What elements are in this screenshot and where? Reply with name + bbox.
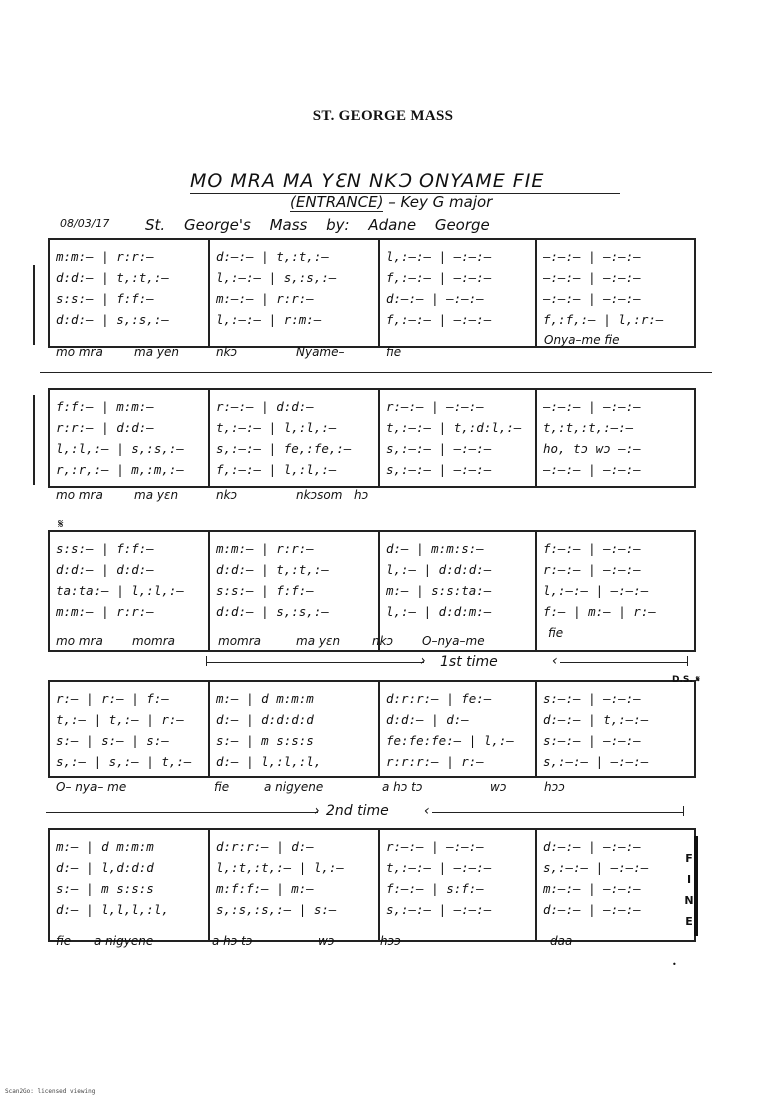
lyrics-line-1 bbox=[56, 333, 696, 363]
first-time-arrow-left bbox=[206, 662, 424, 663]
measure-cell bbox=[50, 532, 210, 650]
system-divider bbox=[40, 372, 712, 373]
alto-line: r:r:– | d:d:– bbox=[56, 420, 154, 435]
alto-line: f,:–:– | –:–:– bbox=[386, 270, 492, 285]
alto-line: t,:t,:t,:–:– bbox=[543, 420, 634, 435]
alto-line: r:–:– | –:–:– bbox=[543, 562, 641, 577]
second-time-label: 2nd time bbox=[326, 803, 389, 819]
fine-letter: E bbox=[685, 915, 693, 928]
measure-cell bbox=[210, 240, 380, 346]
tenor-line: –:–:– | –:–:– bbox=[543, 291, 641, 306]
tenor-line: s,:–:– | –:–:– bbox=[386, 441, 492, 456]
lyric-word: momra bbox=[132, 634, 176, 648]
alto-line: s,:–:– | –:–:– bbox=[543, 860, 649, 875]
second-time-arrowhead: ‹ bbox=[424, 803, 430, 819]
lyrics-line-3 bbox=[56, 626, 696, 652]
bass-line: s,:– | s,:– | t,:– bbox=[56, 754, 192, 769]
measure-cell bbox=[537, 830, 694, 940]
soprano-line: d:–:– | –:–:– bbox=[543, 839, 641, 854]
bass-line: f,:–:– | l,:l,:– bbox=[216, 462, 337, 477]
bass-line: s,:–:– | –:–:– bbox=[543, 754, 649, 769]
soprano-line: s:s:– | f:f:– bbox=[56, 541, 154, 556]
tenor-line: s:– | m s:s:s bbox=[216, 733, 314, 748]
tenor-line: s:s:– | f:f:– bbox=[216, 583, 314, 598]
bass-line: d:d:– | s,:s,:– bbox=[216, 604, 329, 619]
second-time-arrowhead: › bbox=[314, 803, 320, 819]
soprano-line: d:–:– | t,:t,:– bbox=[216, 249, 329, 264]
alto-line: –:–:– | –:–:– bbox=[543, 270, 641, 285]
soprano-line: m:m:– | r:r:– bbox=[216, 541, 314, 556]
tenor-line: s:– | s:– | s:– bbox=[56, 733, 169, 748]
tenor-line: f:–:– | s:f:– bbox=[386, 881, 484, 896]
measure-cell bbox=[50, 830, 210, 940]
measure-cell bbox=[210, 390, 380, 486]
key-label: – Key G major bbox=[388, 193, 493, 211]
fine-marker bbox=[681, 848, 697, 932]
fine-letter: F bbox=[685, 852, 693, 865]
fine-letter: I bbox=[686, 873, 692, 886]
entrance-label: (ENTRANCE) bbox=[290, 193, 384, 211]
lyric-word: O– nya– me bbox=[56, 780, 127, 794]
bass-line: r:r:r:– | r:– bbox=[386, 754, 484, 769]
bass-line: l,:–:– | r:m:– bbox=[216, 312, 322, 327]
tenor-line: ta:ta:– | l,:l,:– bbox=[56, 583, 184, 598]
lyric-word: wɔ bbox=[318, 934, 335, 948]
lyric-word: daa bbox=[550, 934, 573, 948]
alto-line: t,:–:– | –:–:– bbox=[386, 860, 492, 875]
alto-line: l,:t,:t,:– | l,:– bbox=[216, 860, 344, 875]
measure-cell bbox=[210, 682, 380, 776]
lyric-word: fie bbox=[386, 345, 402, 359]
tenor-line: fe:fe:fe:– | l,:– bbox=[386, 733, 514, 748]
bass-line: –:–:– | –:–:– bbox=[543, 462, 641, 477]
fine-letter: N bbox=[684, 894, 694, 907]
lyric-word: O–nya–me bbox=[422, 634, 485, 648]
soprano-line: –:–:– | –:–:– bbox=[543, 249, 641, 264]
alto-line: d:–:– | t,:–:– bbox=[543, 712, 649, 727]
soprano-line: m:m:– | r:r:– bbox=[56, 249, 154, 264]
soprano-line: r:–:– | d:d:– bbox=[216, 399, 314, 414]
measure-cell bbox=[537, 682, 694, 776]
alto-line: t,:– | t,:– | r:– bbox=[56, 712, 184, 727]
bass-line: r,:r,:– | m,:m,:– bbox=[56, 462, 184, 477]
lyric-word: fie bbox=[214, 780, 230, 794]
lyric-word: mo mra bbox=[56, 345, 103, 359]
lyric-word: hɔ bbox=[354, 488, 369, 502]
tenor-line: m:f:f:– | m:– bbox=[216, 881, 314, 896]
volta-tick bbox=[687, 656, 688, 666]
footer-text: Scan2Go: licensed viewing bbox=[5, 1088, 96, 1095]
alto-line: d:d:– | t,:t,:– bbox=[216, 562, 329, 577]
bass-line: s,:–:– | –:–:– bbox=[386, 462, 492, 477]
measure-cell bbox=[380, 390, 537, 486]
bass-line: m:m:– | r:r:– bbox=[56, 604, 154, 619]
tenor-line: s:s:– | f:f:– bbox=[56, 291, 154, 306]
bass-line: s,:–:– | –:–:– bbox=[386, 902, 492, 917]
alto-line: d:d:– | d:d:– bbox=[56, 562, 154, 577]
measure-cell bbox=[50, 682, 210, 776]
second-time-arrow-right bbox=[432, 812, 684, 813]
lyric-word: a hɔ tɔ bbox=[212, 934, 253, 948]
soprano-line: r:–:– | –:–:– bbox=[386, 839, 484, 854]
alto-line: d:d:– | t,:t,:– bbox=[56, 270, 169, 285]
lyric-word: wɔ bbox=[490, 780, 507, 794]
soprano-line: m:– | d m:m:m bbox=[216, 691, 314, 706]
date-label: 08/03/17 bbox=[60, 217, 110, 230]
alto-line: l,:– | d:d:d:– bbox=[386, 562, 492, 577]
soprano-line: d:r:r:– | d:– bbox=[216, 839, 314, 854]
first-time-label: 1st time bbox=[440, 654, 498, 670]
alto-line: l,:–:– | s,:s,:– bbox=[216, 270, 337, 285]
alto-line: d:– | d:d:d:d bbox=[216, 712, 314, 727]
lyric-word: hɔɔ bbox=[544, 780, 565, 794]
bass-line: s,:s,:s,:– | s:– bbox=[216, 902, 337, 917]
tenor-line: s:– | m s:s:s bbox=[56, 881, 154, 896]
measure-cell bbox=[210, 830, 380, 940]
lyric-word: nkɔ bbox=[216, 488, 238, 502]
first-time-arrow-right bbox=[560, 662, 688, 663]
volta-tick bbox=[206, 656, 207, 666]
measure-cell bbox=[210, 532, 380, 650]
measure-cell bbox=[380, 682, 537, 776]
lyric-word: a nigyene bbox=[94, 934, 154, 948]
first-time-arrowhead: › bbox=[420, 653, 426, 669]
lyrics-line-5 bbox=[56, 934, 696, 952]
alto-line: d:d:– | d:– bbox=[386, 712, 469, 727]
measure-cell bbox=[50, 240, 210, 346]
lyric-word: fie bbox=[56, 934, 72, 948]
soprano-line: –:–:– | –:–:– bbox=[543, 399, 641, 414]
bass-line: d:– | l,:l,:l, bbox=[216, 754, 322, 769]
tenor-line: m:– | s:s:ta:– bbox=[386, 583, 492, 598]
volta-tick bbox=[683, 806, 684, 816]
lyric-word: momra bbox=[218, 634, 262, 648]
music-system-1 bbox=[48, 238, 696, 348]
soprano-line: l,:–:– | –:–:– bbox=[386, 249, 492, 264]
soprano-line: d:– | m:m:s:– bbox=[386, 541, 484, 556]
lyric-word: ma yɛn bbox=[296, 634, 341, 648]
music-system-2 bbox=[48, 388, 696, 488]
tenor-line: m:–:– | r:r:– bbox=[216, 291, 314, 306]
soprano-line: s:–:– | –:–:– bbox=[543, 691, 641, 706]
music-system-5 bbox=[48, 828, 696, 942]
soprano-line: f:f:– | m:m:– bbox=[56, 399, 154, 414]
alto-line: t,:–:– | l,:l,:– bbox=[216, 420, 337, 435]
measure-cell bbox=[537, 390, 694, 486]
bass-line: f,:–:– | –:–:– bbox=[386, 312, 492, 327]
bass-line: f:– | m:– | r:– bbox=[543, 604, 656, 619]
dal-segno-marker: D.S. 𝄋 bbox=[672, 675, 700, 685]
song-title: MO MRA MA YƐN NKƆ ONYAME FIE bbox=[190, 170, 620, 194]
lyric-word: nkɔ bbox=[372, 634, 394, 648]
lyric-word: a nigyene bbox=[264, 780, 324, 794]
tenor-line: s:–:– | –:–:– bbox=[543, 733, 641, 748]
tenor-line: ho, tɔ wɔ –:– bbox=[543, 441, 641, 456]
song-subtitle bbox=[290, 193, 492, 211]
second-time-arrow-left bbox=[46, 812, 318, 813]
measure-cell bbox=[380, 830, 537, 940]
system-bracket bbox=[33, 395, 41, 485]
lyrics-line-2 bbox=[56, 488, 696, 506]
composer-line: St. George's Mass by: Adane George bbox=[145, 216, 490, 234]
lyric-word: ma yɛn bbox=[134, 488, 179, 502]
segno-sign: 𝄋 bbox=[58, 517, 64, 532]
lyric-word: Nyame– bbox=[296, 345, 345, 359]
tenor-line: l,:–:– | –:–:– bbox=[543, 583, 649, 598]
lyric-word: a hɔ tɔ bbox=[382, 780, 423, 794]
lyric-word: fie bbox=[548, 626, 564, 640]
bass-line: f,:f,:– | l,:r:– bbox=[543, 312, 664, 327]
tenor-line: m:–:– | –:–:– bbox=[543, 881, 641, 896]
measure-cell bbox=[537, 240, 694, 346]
bass-line: d:d:– | s,:s,:– bbox=[56, 312, 169, 327]
alto-line: d:– | l,d:d:d bbox=[56, 860, 154, 875]
soprano-line: d:r:r:– | fe:– bbox=[386, 691, 492, 706]
measure-cell bbox=[380, 240, 537, 346]
lyric-word: nkɔsom bbox=[296, 488, 343, 502]
bass-line: d:– | l,l,l,:l, bbox=[56, 902, 169, 917]
stray-mark: • bbox=[672, 960, 677, 969]
music-system-4 bbox=[48, 680, 696, 778]
measure-cell bbox=[380, 532, 537, 650]
lyric-word: Onya–me fie bbox=[544, 333, 620, 347]
bass-line: l,:– | d:d:m:– bbox=[386, 604, 492, 619]
bass-line: d:–:– | –:–:– bbox=[543, 902, 641, 917]
soprano-line: r:–:– | –:–:– bbox=[386, 399, 484, 414]
lyric-word: hɔɔ bbox=[380, 934, 401, 948]
soprano-line: r:– | r:– | f:– bbox=[56, 691, 169, 706]
tenor-line: d:–:– | –:–:– bbox=[386, 291, 484, 306]
first-time-arrowhead: ‹ bbox=[552, 653, 558, 669]
alto-line: t,:–:– | t,:d:l,:– bbox=[386, 420, 522, 435]
document-title: ST. GEORGE MASS bbox=[312, 108, 454, 124]
lyric-word: ma yen bbox=[134, 345, 179, 359]
soprano-line: f:–:– | –:–:– bbox=[543, 541, 641, 556]
soprano-line: m:– | d m:m:m bbox=[56, 839, 154, 854]
tenor-line: l,:l,:– | s,:s,:– bbox=[56, 441, 184, 456]
lyric-word: mo mra bbox=[56, 488, 103, 502]
measure-cell bbox=[50, 390, 210, 486]
system-bracket bbox=[33, 265, 41, 345]
lyric-word: mo mra bbox=[56, 634, 103, 648]
lyric-word: nkɔ bbox=[216, 345, 238, 359]
lyrics-line-4 bbox=[56, 780, 696, 798]
tenor-line: s,:–:– | fe,:fe,:– bbox=[216, 441, 352, 456]
